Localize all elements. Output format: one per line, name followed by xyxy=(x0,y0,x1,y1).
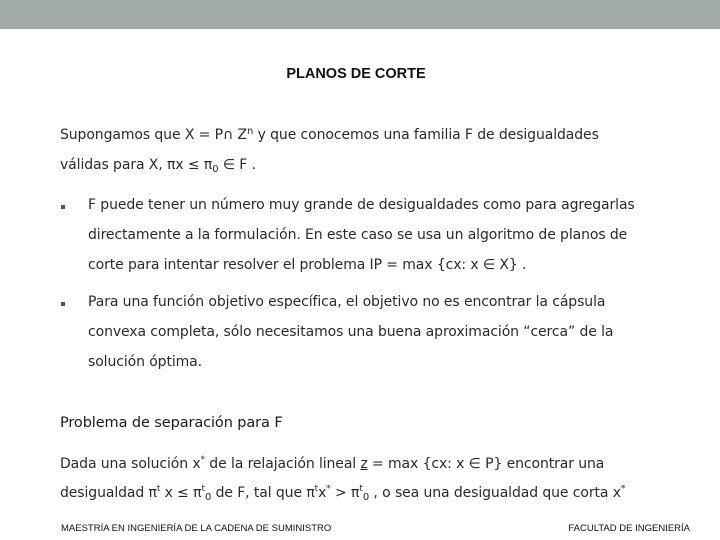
pi-symbol: π xyxy=(148,485,157,501)
bullet-1-line: F puede tener un número muy grande de desigualdades como para agregarlas xyxy=(88,197,635,213)
bullet-2-line: convexa completa, sólo necesitamos una buena aproximación “cerca” de la xyxy=(88,324,614,340)
intersection-symbol: ∩ xyxy=(223,127,234,143)
intro-text-e: x ≤ xyxy=(175,157,204,173)
bullet-marker xyxy=(61,302,65,306)
section-heading: Problema de separación para F xyxy=(60,415,283,431)
intro-text-d: válidas para X, xyxy=(60,157,167,173)
slide-title: PLANOS DE CORTE xyxy=(286,66,426,82)
subscript-zero: 0 xyxy=(204,492,212,503)
intro-line-2 xyxy=(60,157,256,175)
pi-symbol: π xyxy=(306,485,315,501)
pi-symbol: π xyxy=(203,157,213,173)
superscript-star: * xyxy=(620,484,626,494)
intro-line-1 xyxy=(60,126,599,143)
separation-text-g: x xyxy=(318,485,327,501)
pi-symbol: π xyxy=(193,485,202,501)
separation-text-a: Dada una solución x xyxy=(60,456,201,472)
superscript-t: t xyxy=(359,484,363,494)
separation-text-b: de la relajación lineal xyxy=(204,456,361,472)
bullet-1-line: directamente a la formulación. En este caso se usa un algoritmo de planos de xyxy=(88,227,628,243)
bullet-2-line: Para una función objetivo específica, el objetivo no es encontrar la cápsula xyxy=(88,294,606,310)
superscript-star: * xyxy=(326,484,331,494)
superscript-t: t xyxy=(314,484,319,494)
bullet-marker xyxy=(61,205,65,209)
separation-text-c: = max {cx: x ∈ P} encontrar una xyxy=(367,456,605,472)
subscript-zero: 0 xyxy=(362,492,370,503)
separation-text-i: , o sea una desigualdad que corta x xyxy=(369,485,621,501)
separation-text-e: x ≤ xyxy=(160,485,194,501)
intro-text-f: ∈ F . xyxy=(218,157,256,173)
separation-text-f: de F, tal que xyxy=(211,485,307,501)
underlined-z: z xyxy=(360,456,368,472)
intro-text-a: Supongamos que X = P xyxy=(60,127,223,143)
subscript-zero: 0 xyxy=(212,164,219,175)
separation-text-h: > xyxy=(330,485,352,501)
pi-symbol: π xyxy=(351,485,360,501)
separation-line-1 xyxy=(60,455,604,472)
separation-text-d: desigualdad xyxy=(60,485,149,501)
superscript-t: t xyxy=(201,484,205,494)
exponent-n: n xyxy=(247,126,254,137)
superscript-t: t xyxy=(156,484,161,494)
intro-text-b: Z xyxy=(233,127,247,143)
footer-left: MAESTRÍA EN INGENIERÍA DE LA CADENA DE SUMINISTRO xyxy=(61,523,332,534)
pi-symbol: π xyxy=(167,157,176,173)
separation-line-2 xyxy=(60,484,625,503)
superscript-star: * xyxy=(200,455,205,465)
top-banner xyxy=(0,0,720,29)
footer-right: FACULTAD DE INGENIERÍA xyxy=(568,523,690,534)
bullet-2-line: solución óptima. xyxy=(88,354,202,370)
bullet-1-line: corte para intentar resolver el problema IP = max {cx: x ∈ X} . xyxy=(88,257,527,273)
intro-text-c: y que conocemos una familia F de desigualdades xyxy=(253,127,599,143)
